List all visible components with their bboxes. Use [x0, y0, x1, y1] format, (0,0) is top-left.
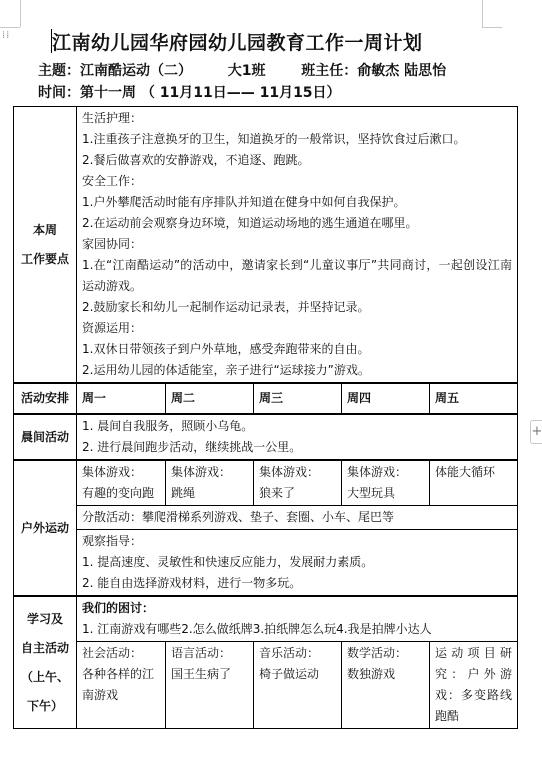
study-label-cell	[14, 596, 77, 729]
outdoor-title: 集体游戏：	[171, 465, 232, 479]
outdoor-monday-cell[interactable]	[77, 460, 166, 506]
meta-line-theme[interactable]	[38, 60, 446, 80]
outdoor-tuesday-cell[interactable]	[166, 460, 254, 506]
study-label-line: （上午、	[20, 669, 69, 684]
morning-row	[14, 414, 518, 460]
weekday-tuesday[interactable]: 周二	[166, 383, 254, 414]
morning-label-cell: 晨间活动	[14, 414, 77, 460]
theme-text: 主题：江南酷运动（二）	[38, 63, 192, 79]
focus-line: 生活护理：	[82, 111, 143, 125]
morning-line: 1. 晨间自我服务，照顾小乌龟。	[82, 419, 254, 433]
observe-line: 观察指导：	[82, 534, 143, 548]
weekday-wednesday[interactable]: 周三	[254, 383, 342, 414]
focus-line: 家园协同：	[82, 237, 143, 251]
class-text: 大1班	[227, 63, 266, 79]
meta-line-time[interactable]: 时间：第十一周 （ 11月11日—— 11月15日）	[38, 85, 341, 101]
outdoor-title: 集体游戏：	[82, 465, 143, 479]
outdoor-label-cell: 户外运动	[14, 460, 77, 596]
study-title: 语言活动：	[171, 646, 232, 660]
observe-line: 1. 提高速度、灵敏性和快速反应能力，发展耐力素质。	[82, 555, 374, 569]
outdoor-content: 有趣的变向跑	[82, 486, 155, 500]
focus-row	[14, 107, 518, 384]
study-tuesday-cell[interactable]	[166, 642, 254, 729]
focus-line: 安全工作：	[82, 174, 143, 188]
weekday-monday[interactable]: 周一	[77, 383, 166, 414]
study-content: 数独游戏	[347, 667, 396, 681]
schedule-label-cell: 活动安排	[14, 383, 77, 414]
study-thursday-cell[interactable]	[342, 642, 430, 729]
morning-line: 2. 进行晨间跑步活动，继续挑战一公里。	[82, 440, 302, 454]
study-title: 运动项目研究：	[435, 646, 512, 681]
focus-content-cell[interactable]	[77, 107, 518, 384]
study-title: 数学活动：	[347, 646, 408, 660]
study-title: 社会活动：	[82, 646, 143, 660]
drag-handle-icon[interactable]: ⁞⁞	[2, 30, 11, 41]
outdoor-scatter-cell[interactable]: 分散活动：攀爬滑梯系列游戏、垫子、套圈、小车、尾巴等	[77, 506, 518, 530]
focus-label-line2: 工作要点	[20, 251, 69, 266]
study-question-cell[interactable]	[77, 596, 518, 642]
weekly-plan-table	[13, 106, 518, 729]
study-question-text: 1. 江南游戏有哪些2.怎么做纸牌3.拍纸牌怎么玩4.我是拍牌小达人	[82, 622, 432, 636]
teacher-text: 班主任：俞敏杰 陆思怡	[301, 63, 447, 79]
study-activities-row	[14, 642, 518, 729]
outdoor-content: 大型玩具	[347, 486, 396, 500]
outdoor-title: 体能大循环	[435, 465, 496, 479]
focus-line: 1.户外攀爬活动时能有序排队并知道在健身中如何自我保护。	[82, 195, 406, 209]
morning-content-cell[interactable]	[77, 414, 518, 460]
focus-line: 资源运用：	[82, 321, 143, 335]
schedule-header-row	[14, 383, 518, 414]
outdoor-title: 集体游戏：	[347, 465, 408, 479]
document-title[interactable]: 江南幼儿园华府园幼儿园教育工作一周计划	[52, 32, 423, 54]
study-friday-cell[interactable]	[430, 642, 518, 729]
study-content: 各种各样的江南游戏	[82, 667, 155, 702]
focus-label-cell	[14, 107, 77, 384]
observe-cell[interactable]	[77, 530, 518, 597]
study-monday-cell[interactable]	[77, 642, 166, 729]
focus-line: 2.鼓励家长和幼儿一起制作运动记录表，并坚持记录。	[82, 300, 370, 314]
focus-line: 1.注重孩子注意换牙的卫生，知道换牙的一般常识，坚持饮食过后漱口。	[82, 132, 466, 146]
crop-mark-top-left-vertical	[20, 0, 21, 27]
focus-line: 2.运用幼儿园的体适能室，亲子进行“运球接力”游戏。	[82, 363, 370, 377]
observe-line: 2. 能自由选择游戏材料，进行一物多玩。	[82, 576, 302, 590]
study-label-line: 自主活动	[20, 640, 69, 655]
weekday-friday[interactable]: 周五	[430, 383, 518, 414]
weekday-thursday[interactable]: 周四	[342, 383, 430, 414]
study-content: 国王生病了	[171, 667, 232, 681]
outdoor-scatter-row	[14, 506, 518, 530]
outdoor-group-row	[14, 460, 518, 506]
crop-mark-top-left	[0, 27, 20, 28]
outdoor-title: 集体游戏：	[259, 465, 320, 479]
outdoor-thursday-cell[interactable]	[342, 460, 430, 506]
study-wednesday-cell[interactable]	[254, 642, 342, 729]
crop-mark-top-right-vertical	[482, 0, 483, 27]
study-label-line: 下午）	[26, 698, 63, 713]
focus-label-line1: 本周	[32, 222, 57, 237]
study-content: 椅子做运动	[259, 667, 320, 681]
focus-line: 2.在运动前会观察身边环境，知道运动场地的逃生通道在哪里。	[82, 216, 418, 230]
outdoor-content: 狼来了	[259, 486, 296, 500]
outdoor-content: 跳绳	[171, 486, 196, 500]
study-title: 音乐活动：	[259, 646, 320, 660]
add-row-plus-icon[interactable]: +	[530, 420, 542, 444]
outdoor-wednesday-cell[interactable]	[254, 460, 342, 506]
focus-line: 1.在“江南酷运动”的活动中，邀请家长到“儿童议事厅”共同商讨，一起创设江南运动游戏。	[82, 258, 512, 293]
focus-line: 2.餐后做喜欢的安静游戏，不追逐、跑跳。	[82, 153, 310, 167]
outdoor-friday-cell[interactable]	[430, 460, 518, 506]
study-question-title: 我们的困讨：	[82, 601, 155, 615]
study-content: 户外游戏：多变路线跑酷	[435, 667, 512, 723]
observe-row	[14, 530, 518, 597]
study-question-row	[14, 596, 518, 642]
focus-line: 1.双休日带领孩子到户外草地，感受奔跑带来的自由。	[82, 342, 370, 356]
study-label-line: 学习及	[26, 611, 63, 626]
